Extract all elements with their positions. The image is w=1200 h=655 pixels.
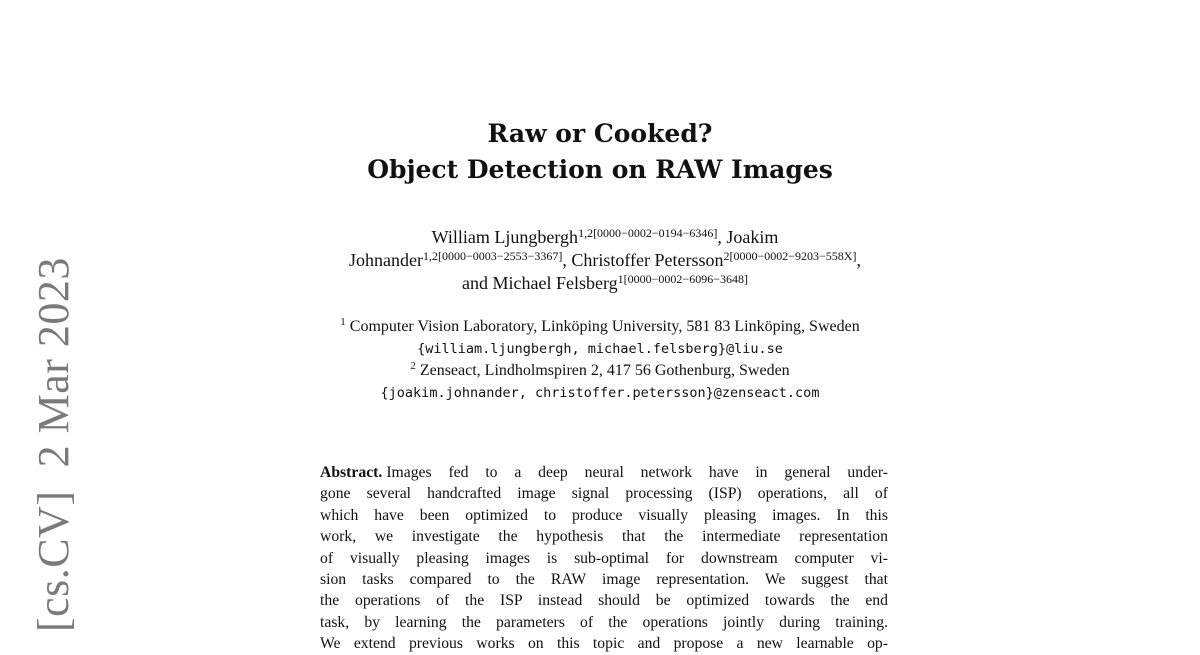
affiliation-2-email: {joakim.johnander, christoffer.petersson}@zenseact.com [380,385,820,401]
affiliations [0,316,1200,404]
title-line-1: Raw or Cooked? [487,119,713,148]
abstract-line: of visually pleasing images is sub-optimal for downstream computer vi- [320,549,888,567]
abstract-line: sion tasks compared to the RAW image representation. We suggest that [320,571,888,589]
author-name: Joakim [726,227,779,247]
abstract-line: gone several handcrafted image signal processing (ISP) operations, all of [320,485,888,503]
author-affil-marks: 1[0000−0002−6096−3648] [617,272,748,286]
affiliation-1: $^1$ Computer Vision Laboratory, Linköping University, 581 83 Linköping, Sweden [340,316,860,335]
abstract-line: We extend previous works on this topic and propose a new learnable op- [320,635,888,653]
abstract [320,462,888,655]
author-name: Michael Felsberg [492,273,618,293]
author-affil-marks: 1,2[0000−0003−2553−3367] [423,249,563,263]
abstract-line: the operations of the ISP instead should be optimized towards the end [320,592,888,610]
author-list: William Ljungbergh$^{1,2[0000-0002-0194-6346]}$, Joakim Johnander$^{1,2[0000-0003-2553-3367]}$, Christoffer Petersson$^{2[0000-0002-9203-558X]}$, and Michael Felsberg$^{1[0000-0002-6096-3648]}$ [349,226,861,293]
author-name: William Ljungbergh [431,227,579,247]
abstract-line: which have been optimized to produce visually pleasing images. In this [320,506,888,524]
affiliation-1-email: {william.ljungbergh, michael.felsberg}@liu.se [417,341,783,357]
abstract-line: Abstract. Images fed to a deep neural network have in general under- [320,464,888,481]
affiliation-2: $^2$ Zenseact, Lindholmspiren 2, 417 56 Gothenburg, Sweden [410,360,790,379]
author-name: Christoffer Petersson [571,250,724,270]
arxiv-side-stamp [28,257,79,632]
author-name: Johnander [349,250,424,270]
author-affil-marks: 1,2[0000−0002−0194−6346] [578,226,718,240]
title-line-2: Object Detection on RAW Images [367,155,833,184]
arxiv-category: [cs.CV] [29,490,78,632]
author-affil-marks: 2[0000−0002−9203−558X] [723,249,857,263]
abstract-line: work, we investigate the hypothesis that the intermediate representation [320,528,888,546]
abstract-label: Abstract. [320,464,383,481]
abstract-line: task, by learning the parameters of the operations jointly during training. [320,613,888,631]
arxiv-date: 2 Mar 2023 [29,257,78,468]
paper-title [0,116,1200,188]
